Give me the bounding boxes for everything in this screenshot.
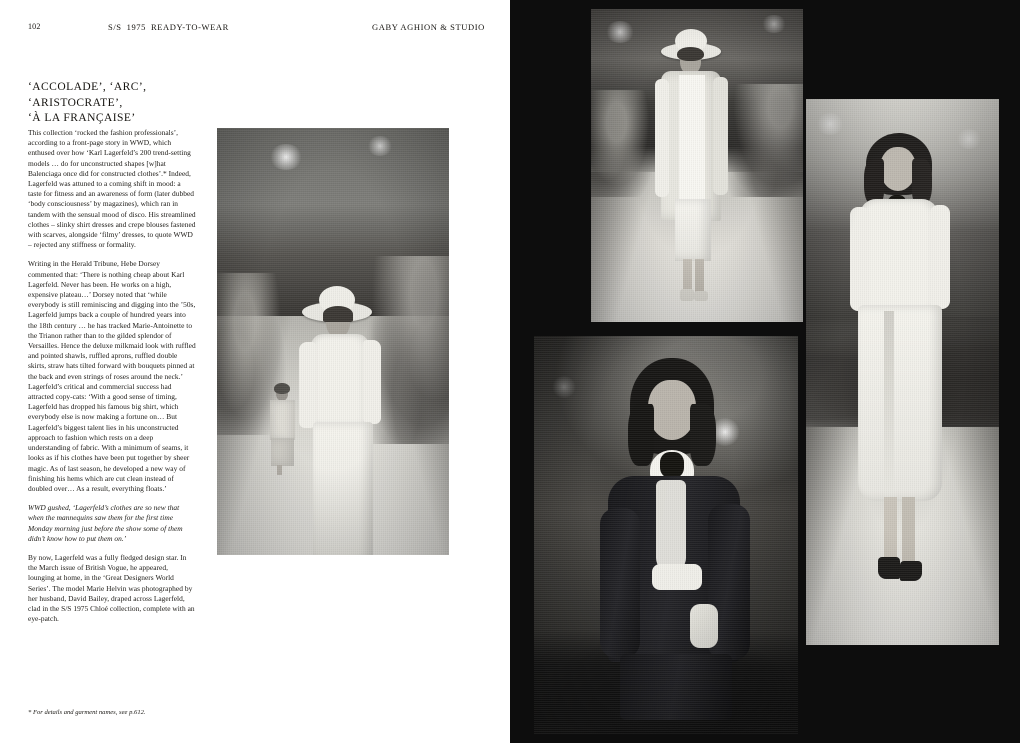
body-paragraph-3: WWD gushed, ‘Lagerfeld’s clothes are so new that when the mannequins saw them for the first time Monday morning just before the show some of them didn’t know how to put them on.’ [28,503,183,543]
running-head [0,22,510,36]
runway-model-white-ensemble-black-shoes-photo [806,99,999,645]
footnote: * For details and garment names, see p.612. [28,709,146,716]
headline-line-2: ‘ARISTOCRATE’, [28,96,123,109]
folio-number: 102 [28,22,41,31]
headline-line-1: ‘ACCOLADE’, ‘ARC’, [28,81,147,93]
body-text-column [28,128,196,624]
model-dark-jacket-ruffled-blouse-photo [534,336,798,734]
running-head-right: GABY AGHION & STUDIO [372,22,485,32]
category-label: READY-TO-WEAR [151,22,229,32]
runway-model-pale-coat-photo [591,9,803,322]
year-label: 1975 [126,22,146,32]
running-head-left [108,22,229,32]
season-label: S/S [108,22,122,32]
body-paragraph-1: This collection ‘rocked the fashion professionals’, according to a front-page story in WWD, which enthused over how ‘Karl Lagerfeld’s 200 trend-setting models … do for unconstructed shapes [w]hat Balenciaga once did for constructed clothes’.* Indeed, Lagerfeld was attuned to a coming shift in mood: a taste for fitness and an awareness of form (later dubbed ‘body consciousness’ by magazines), which ran in tandem with the sensual mood of disco. His streamlined clothes – slinky shirt dresses and crepe blouses fastened with scarves, alongside ‘filmy’ dresses, to quote WWD – rejected any stiffness or formality. [28,128,196,250]
page-title [28,80,208,127]
body-paragraph-2: Writing in the Herald Tribune, Hebe Dorsey commented that: ‘There is nothing cheap about Karl Lagerfeld. Never has been. He works on a high, expensive plateau…’ Dorsey noted that ‘while everybody is still reminiscing and digging into the ’50s, Lagerfeld jumps back a couple of hundred years into the 18th century … he has tracked Marie-Antoinette to the Trianon rather than to the gilded splendor of Versailles. Hence the deluxe milkmaid look with ruffled and pointed shawls, ruffled aprons, ruffled double skirts, straw hats tilted forward with bouquets pinned at the back and even strings of roses around the neck.’ Lagerfeld’s critical and commercial success had attracted copy-cats: ‘With a good sense of timing, Lagerfeld has dropped his famous big shirt, which everybody else is now making a fortune on… But Lagerfeld’s biggest talent lies in his unconstructed approach to fashion which rests on a deep understanding of fabric. With a minimum of seams, it looks as if his clothes have been put together by sheer magic. As of last season, he developed a new way of finishing his hems which are cut clean instead of doubled over… As a result, everything floats.’ [28,259,196,493]
headline-line-3: ‘À LA FRANÇAISE’ [28,112,136,124]
runway-model-white-shirt-dress-photo [217,128,449,555]
body-paragraph-4: By now, Lagerfeld was a fully fledged design star. In the March issue of British Vogue, he appeared, lounging at home, in the ‘Great Designers World Series’. The model Marie Helvin was photographed by her husband, David Bailey, draped across Lagerfeld, clad in the S/S 1975 Chloé collection, complete with an eye-patch. [28,552,195,624]
right-page [510,0,1020,743]
